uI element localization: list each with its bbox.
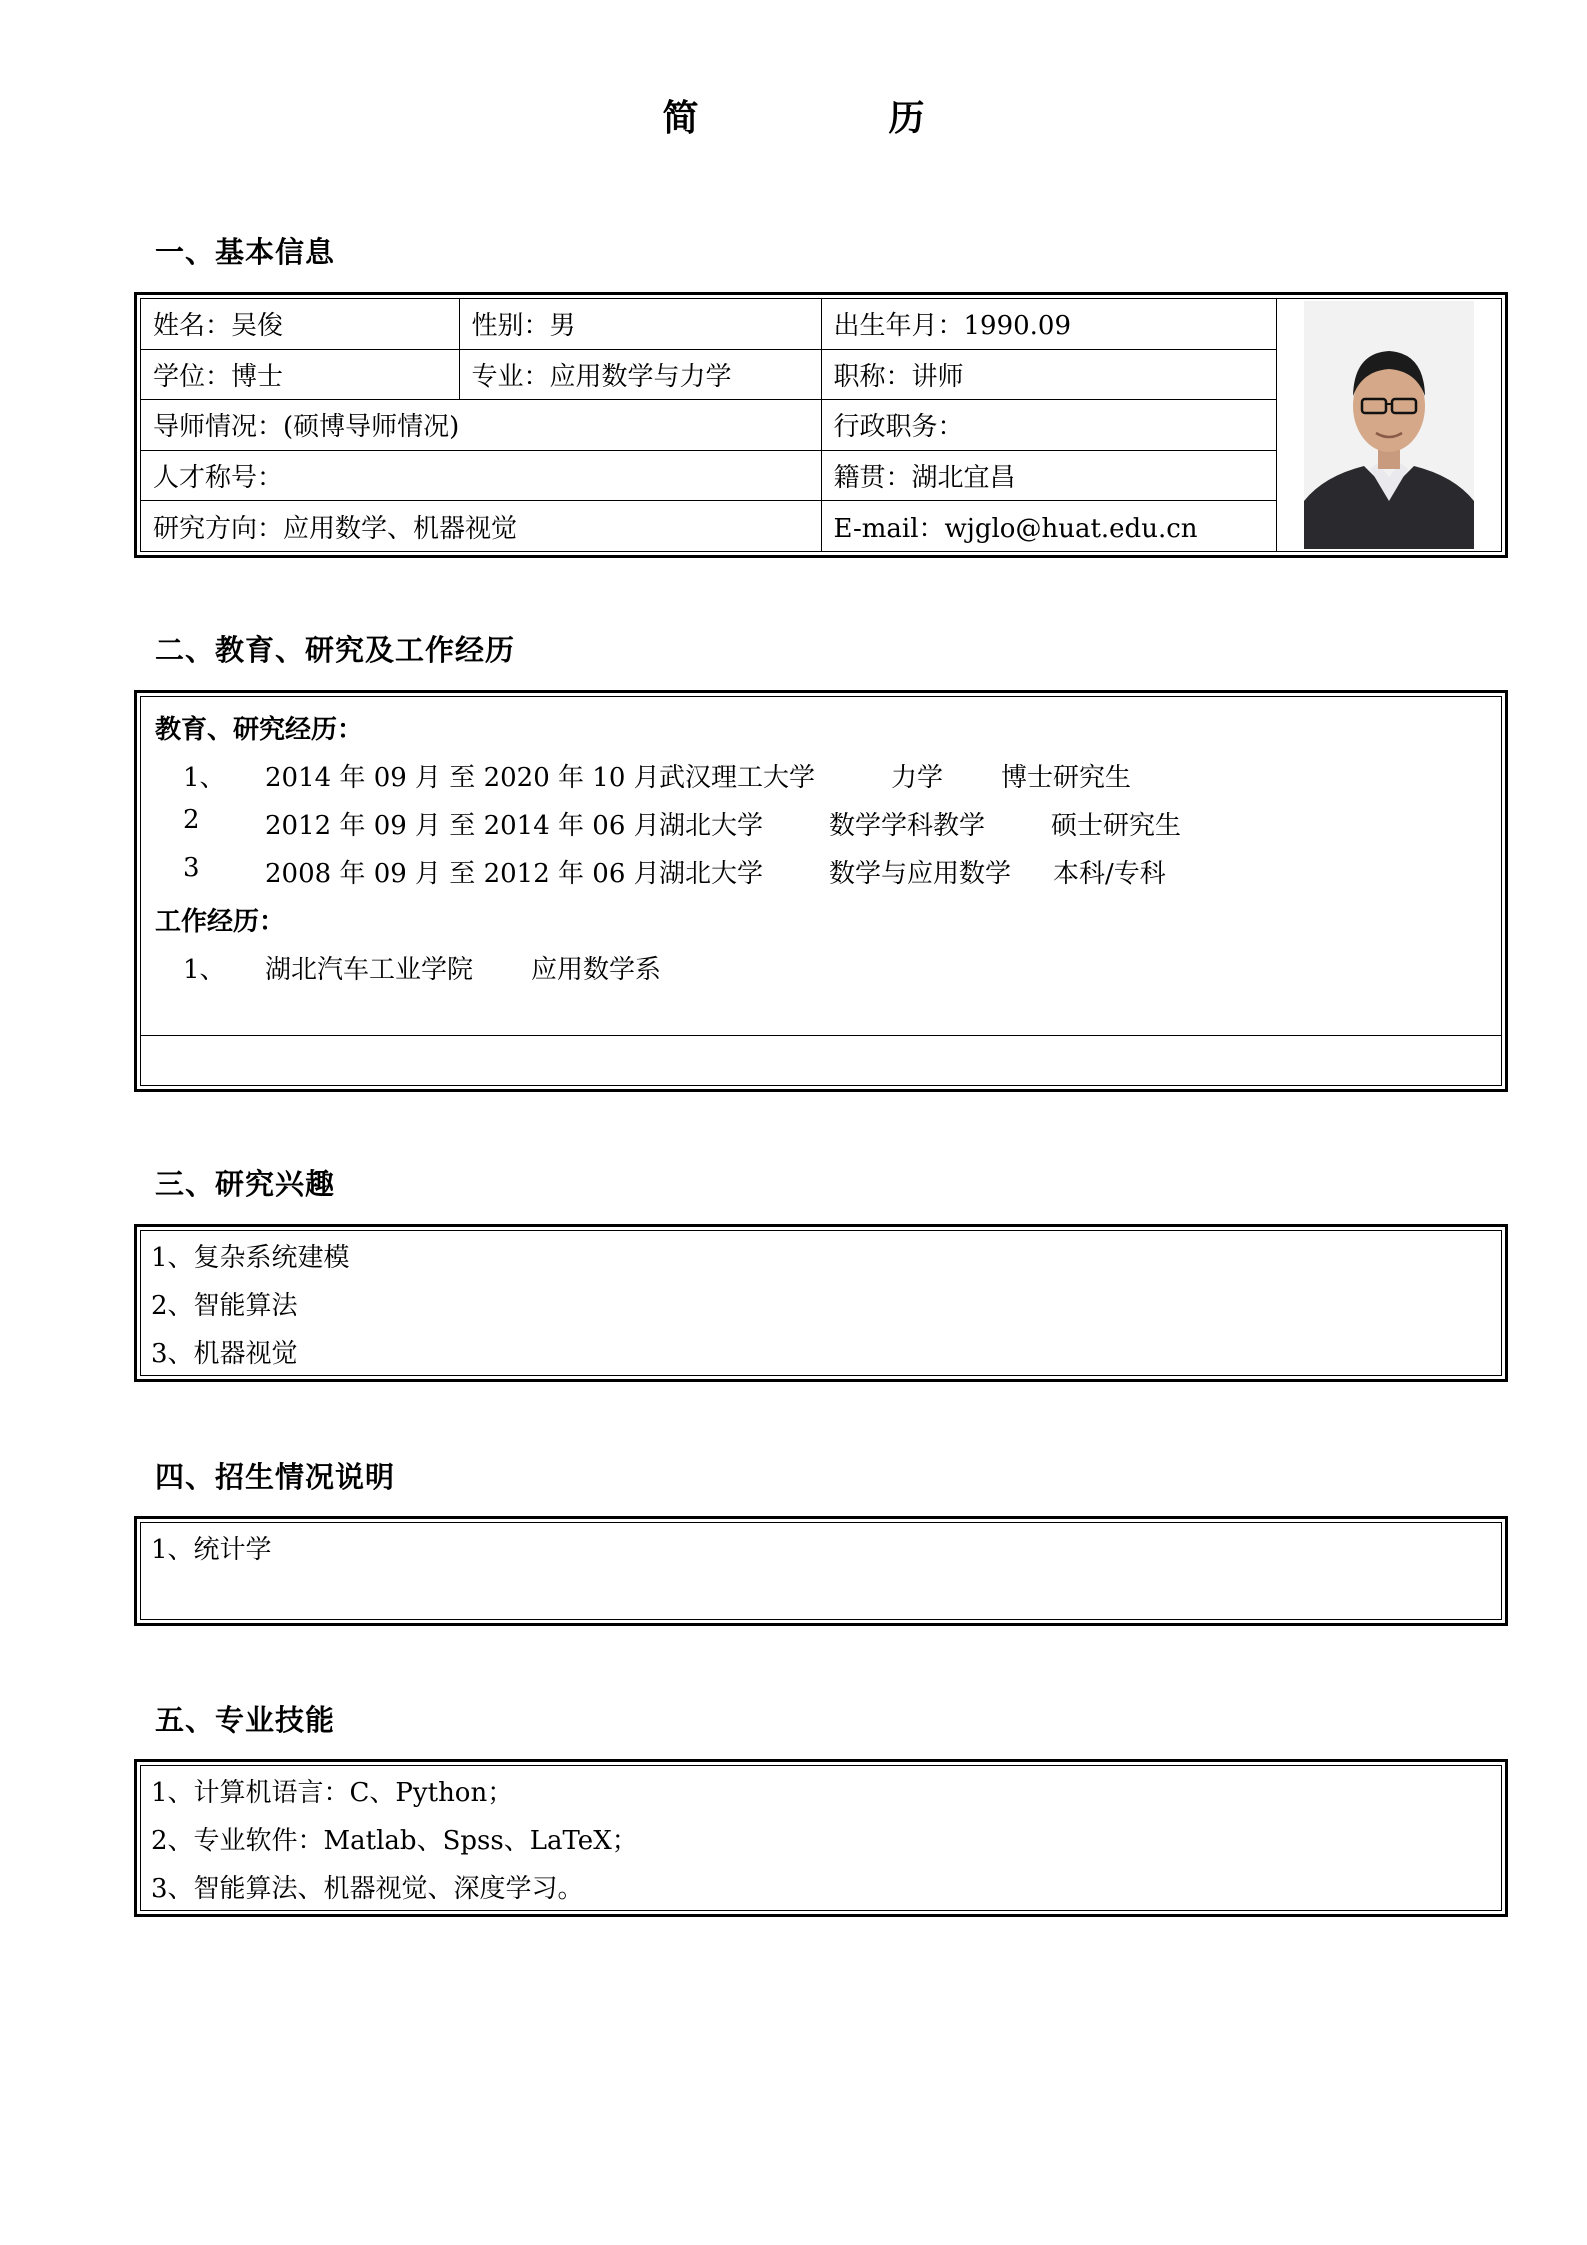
major-cell: 专业：应用数学与力学 [459,349,821,400]
profile-photo [1304,301,1474,549]
title-char-1: 简 [662,97,699,139]
edu-no: 2 [183,805,200,835]
admission-item: 1、统计学 [151,1535,272,1565]
talent-title-cell: 人才称号： [141,450,821,501]
email-cell: E-mail：wjglo@huat.edu.cn [821,501,1276,551]
work-dept: 应用数学系 [531,955,662,985]
edu-major: 数学与应用数学 [829,859,1012,889]
interest-item: 3、机器视觉 [151,1339,298,1369]
interests-frame [134,1224,1508,1382]
edu-major: 数学学科教学 [829,811,986,841]
basic-info-frame [134,292,1508,558]
title-cell: 职称：讲师 [821,349,1276,400]
gender-cell: 性别：男 [459,299,821,349]
section-skills-title: 五、专业技能 [155,1703,336,1737]
photo-cell [1276,299,1501,551]
interest-item: 1、复杂系统建模 [151,1243,350,1273]
page-title [0,90,1587,141]
edu-degree: 博士研究生 [1001,763,1132,793]
edu-no: 3 [183,853,200,883]
edu-degree: 硕士研究生 [1051,811,1182,841]
work-org: 湖北汽车工业学院 [265,955,474,985]
basic-info-table [141,299,1501,551]
skill-item: 3、智能算法、机器视觉、深度学习。 [151,1874,584,1904]
edu-header: 教育、研究经历： [155,715,364,745]
section-basic-title: 一、基本信息 [155,235,336,269]
section-education-title: 二、教育、研究及工作经历 [155,633,516,667]
education-frame [134,690,1508,1092]
degree-cell: 学位：博士 [141,349,459,400]
name-cell: 姓名：吴俊 [141,299,459,349]
edu-degree: 本科/专科 [1053,859,1166,889]
edu-major: 力学 [891,763,944,793]
edu-period: 2008 年 09 月 至 2012 年 06 月 [265,859,660,889]
skill-item: 2、专业软件：Matlab、Spss、LaTeX； [151,1826,638,1856]
edu-school: 湖北大学 [659,859,764,889]
skills-frame [134,1759,1508,1917]
section-admission-title: 四、招生情况说明 [155,1460,396,1494]
hometown-cell: 籍贯：湖北宜昌 [821,450,1276,501]
edu-period: 2012 年 09 月 至 2014 年 06 月 [265,811,660,841]
title-char-2: 历 [888,97,925,139]
work-header: 工作经历： [155,907,286,937]
admin-post-cell: 行政职务： [821,400,1276,451]
edu-school: 武汉理工大学 [659,763,816,793]
edu-period: 2014 年 09 月 至 2020 年 10 月 [265,763,660,793]
birth-cell: 出生年月：1990.09 [821,299,1276,349]
edu-school: 湖北大学 [659,811,764,841]
admission-frame [134,1516,1508,1626]
skill-item: 1、计算机语言：C、Python； [151,1778,514,1808]
edu-no: 1、 [183,763,226,793]
supervisor-cell: 导师情况：(硕博导师情况) [141,400,821,451]
research-cell: 研究方向：应用数学、机器视觉 [141,501,821,551]
section-interests-title: 三、研究兴趣 [155,1167,336,1201]
row-divider [141,1035,1501,1036]
work-no: 1、 [183,955,226,985]
interest-item: 2、智能算法 [151,1291,298,1321]
